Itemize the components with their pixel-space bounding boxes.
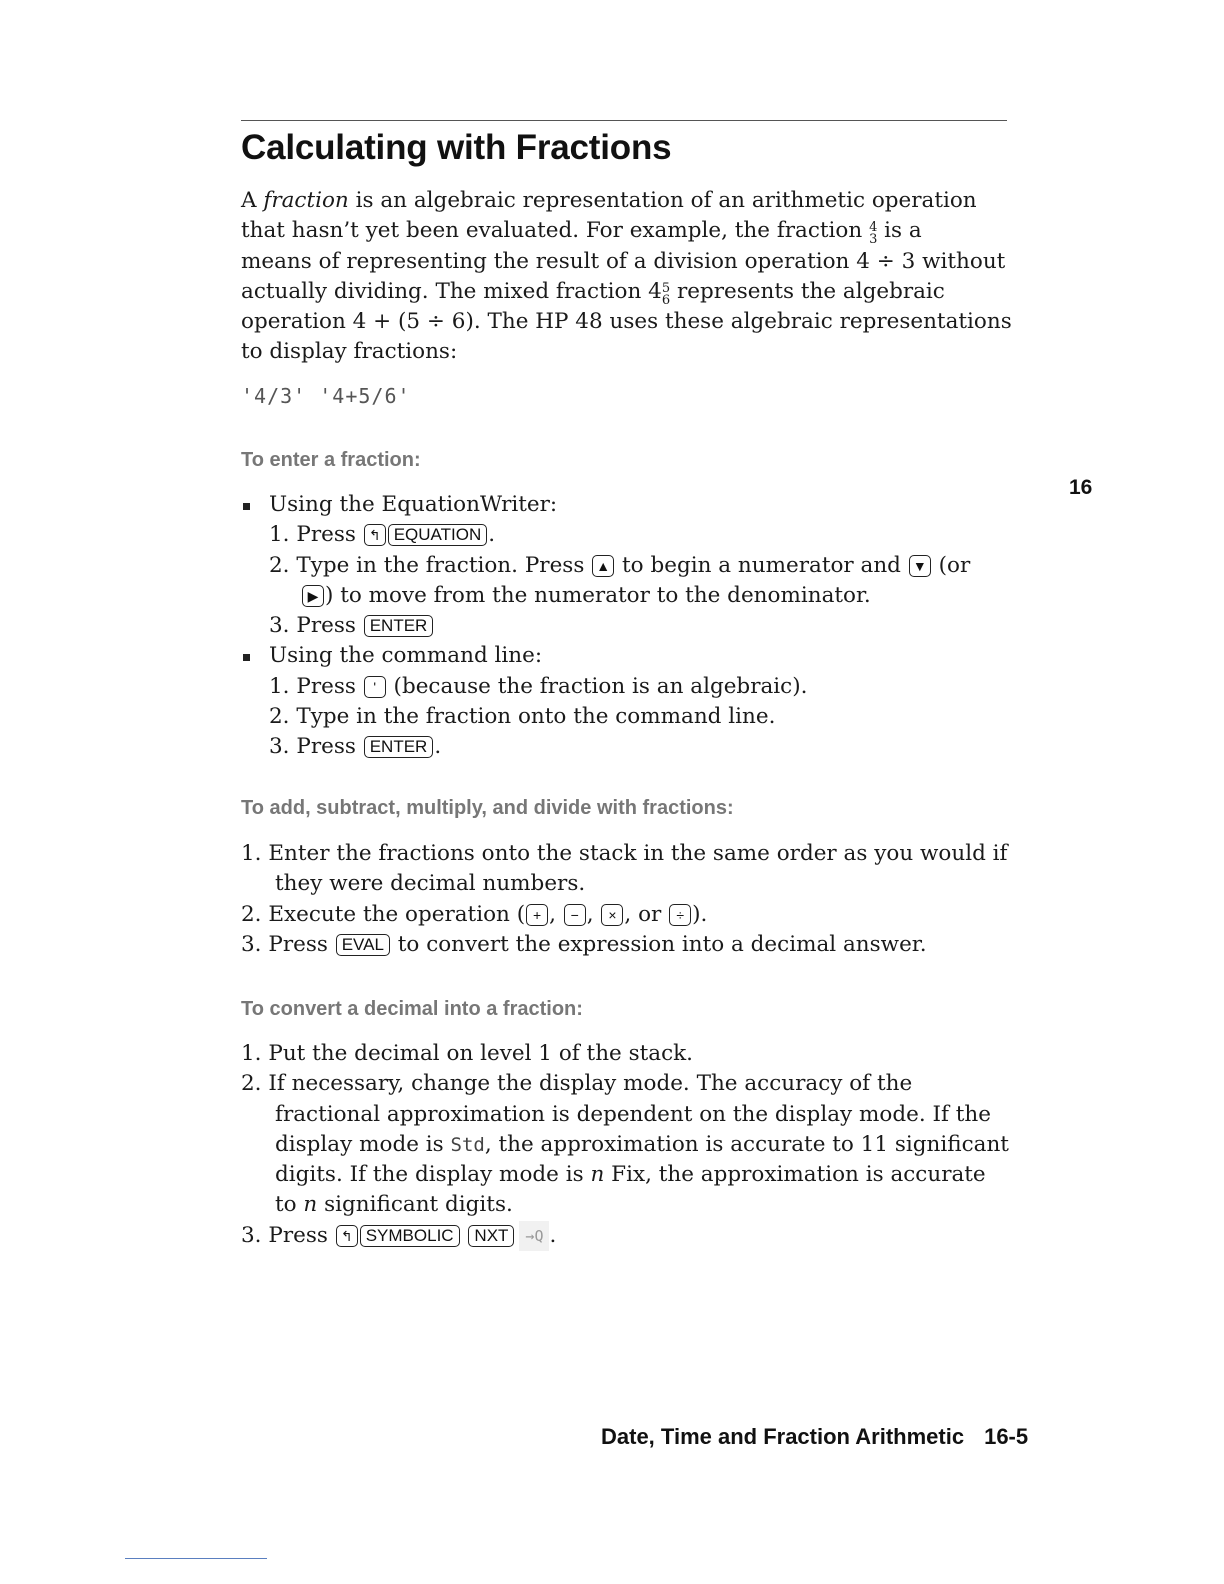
text: A — [241, 188, 264, 213]
intro-line — [241, 277, 1041, 307]
equation-key: EQUATION — [388, 524, 488, 546]
step: 1. Enter the fractions onto the stack in the same order as you would if — [241, 841, 1008, 866]
right-arrow-key-icon: ▶ — [302, 585, 324, 607]
times-key: × — [601, 904, 623, 926]
plus-key: + — [526, 904, 548, 926]
text: 3. Press — [269, 734, 363, 760]
text: 1. Press — [269, 522, 363, 548]
numerator: 4 — [869, 220, 878, 236]
text: that hasn’t yet been evaluated. For example, the fraction — [241, 218, 870, 244]
heading-enter-fraction: To enter a fraction: — [241, 449, 421, 471]
text: , or — [624, 901, 669, 927]
left-shift-key-icon: ↰ — [364, 524, 386, 546]
step-continuation — [241, 1190, 1009, 1220]
text: to convert the expression into a decimal answer. — [390, 931, 927, 957]
text: . — [549, 1222, 557, 1248]
intro-line: to display fractions: — [241, 339, 458, 365]
step: 1. Put the decimal on level 1 of the stack. — [241, 1041, 693, 1066]
bullet-equationwriter: Using the EquationWriter: — [241, 490, 970, 520]
fraction-5-6 — [661, 280, 671, 308]
step-continuation — [241, 581, 970, 611]
heading-convert-decimal: To convert a decimal into a fraction: — [241, 998, 583, 1020]
text: display mode is — [275, 1131, 451, 1157]
page-footer — [601, 1424, 1028, 1450]
to-q-menu-key: →Q — [519, 1221, 549, 1251]
text: 3. Press — [241, 1222, 335, 1248]
section-convert — [241, 1039, 1009, 1251]
denominator: 3 — [869, 232, 878, 248]
text: is an algebraic representation of an arithmetic operation — [348, 188, 977, 213]
text: . — [488, 522, 496, 548]
text: Fix, the approximation is accurate — [604, 1162, 986, 1188]
step — [241, 732, 970, 762]
text: 2. Type in the fraction. Press — [269, 552, 592, 578]
step — [241, 551, 970, 581]
text: actually dividing. The mixed fraction 4 — [241, 278, 662, 304]
text: is a — [877, 218, 922, 244]
intro-paragraph — [241, 186, 1041, 368]
text: (because the fraction is an algebraic). — [386, 673, 808, 699]
text: , the approximation is accurate to 11 significant — [484, 1131, 1009, 1157]
footnote-rule — [125, 1558, 267, 1559]
step: 2. Type in the fraction onto the command line. — [269, 704, 776, 730]
text: to — [275, 1192, 304, 1218]
var-n: n — [303, 1192, 318, 1218]
text: 2. Execute the operation ( — [241, 901, 526, 927]
quote-key: ' — [364, 676, 386, 698]
step-continuation — [241, 1130, 1009, 1160]
text: significant digits. — [317, 1192, 513, 1218]
footer-chapter-title: Date, Time and Fraction Arithmetic — [601, 1424, 965, 1449]
step — [241, 611, 970, 641]
text: 1. Press — [269, 673, 363, 699]
mode-std: Std — [450, 1133, 485, 1156]
text: , — [549, 901, 563, 927]
term-fraction: fraction — [263, 188, 349, 213]
bullet-command-line: Using the command line: — [241, 641, 970, 671]
header-rule — [241, 120, 1007, 121]
text: digits. If the display mode is — [275, 1162, 591, 1188]
text: ). — [692, 901, 708, 927]
minus-key: − — [564, 904, 586, 926]
text: 3. Press — [241, 931, 335, 957]
step: 2. If necessary, change the display mode. The accuracy of the — [241, 1071, 913, 1097]
text: , — [586, 901, 601, 927]
enter-key: ENTER — [364, 615, 434, 637]
intro-line: means of representing the result of a division operation 4 ÷ 3 without — [241, 248, 1006, 274]
nxt-key: NXT — [468, 1225, 514, 1247]
left-shift-key-icon: ↰ — [336, 1225, 358, 1247]
denominator: 6 — [661, 292, 671, 308]
step — [241, 930, 1008, 960]
step — [241, 520, 970, 550]
page-number: 16-5 — [984, 1424, 1029, 1449]
chapter-tab: 16 — [1069, 476, 1093, 499]
intro-line — [241, 186, 1041, 216]
code-examples: '4/3' '4+5/6' — [241, 384, 411, 408]
step — [241, 1221, 1009, 1251]
numerator: 5 — [661, 280, 671, 296]
intro-line — [241, 216, 1041, 246]
step-continuation — [241, 1160, 1009, 1190]
page-title: Calculating with Fractions — [241, 128, 672, 167]
text: to begin a numerator and — [615, 552, 908, 578]
down-arrow-key-icon: ▼ — [909, 555, 931, 577]
heading-arithmetic-fractions: To add, subtract, multiply, and divide with fractions: — [241, 797, 734, 819]
var-n: n — [590, 1162, 605, 1188]
section-enter-fraction — [241, 490, 970, 763]
intro-line: operation 4 + (5 ÷ 6). The HP 48 uses these algebraic representations — [241, 309, 1012, 335]
step — [241, 900, 1008, 930]
step-continuation: fractional approximation is dependent on the display mode. If the — [275, 1101, 991, 1127]
up-arrow-key-icon: ▲ — [592, 555, 614, 577]
symbolic-key: SYMBOLIC — [360, 1225, 460, 1247]
text: ) to move from the numerator to the denominator. — [325, 582, 871, 608]
divide-key: ÷ — [669, 904, 691, 926]
step-continuation: they were decimal numbers. — [275, 871, 586, 897]
text: represents the algebraic — [670, 278, 945, 304]
enter-key: ENTER — [364, 736, 434, 758]
text: (or — [931, 552, 971, 578]
step — [241, 672, 970, 702]
eval-key: EVAL — [336, 934, 390, 956]
section-arithmetic — [241, 839, 1008, 960]
text: 3. Press — [269, 613, 363, 639]
text: . — [434, 734, 442, 760]
